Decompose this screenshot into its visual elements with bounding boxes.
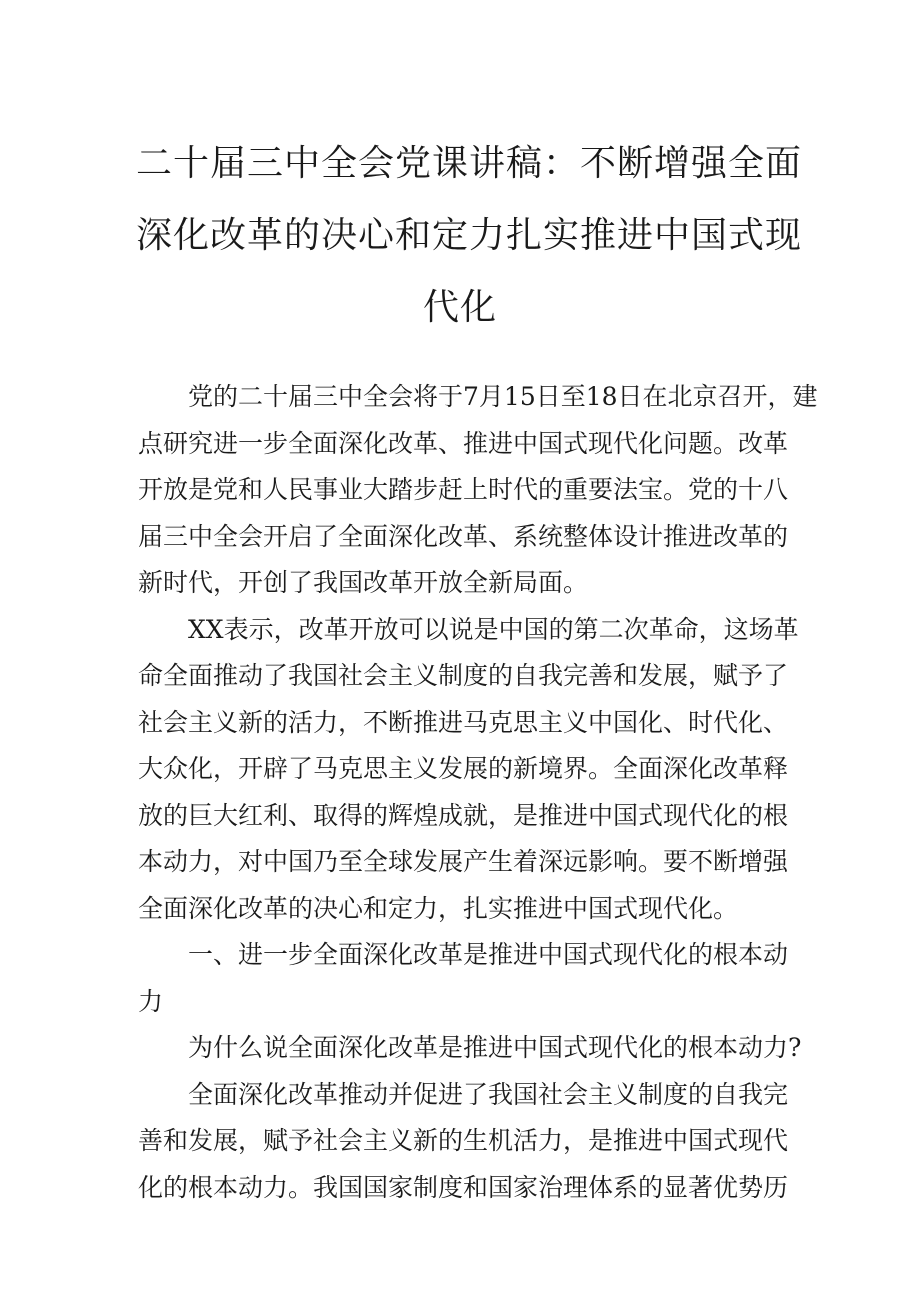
- text-line: 大众化，开辟了马克思主义发展的新境界。全面深化改革释: [138, 754, 789, 783]
- paragraph-xx-statement: [138, 607, 799, 933]
- text-line: 化的根本动力。我国国家制度和国家治理体系的显著优势历: [138, 1172, 789, 1202]
- document-title: [136, 128, 803, 344]
- text-line: 社会主义新的活力，不断推进马克思主义中国化、时代化、: [138, 707, 789, 737]
- text-line: 开放是党和人民事业大踏步赶上时代的重要法宝。党的十八: [138, 475, 789, 504]
- text-line: 命全面推动了我国社会主义制度的自我完善和发展，赋予了: [138, 661, 789, 690]
- text-line: 新时代，开创了我国改革开放全新局面。: [138, 568, 589, 597]
- text-line: XX表示，改革开放可以说是中国的第二次革命，这场革: [188, 614, 799, 644]
- text-line: 本动力，对中国乃至全球发展产生着深远影响。要不断增强: [138, 847, 789, 876]
- paragraph-intro: [138, 374, 818, 607]
- text-line: 届三中全会开启了全面深化改革、系统整体设计推进改革的: [138, 521, 789, 551]
- text-line: 全面深化改革推动并促进了我国社会主义制度的自我完: [188, 1079, 789, 1109]
- heading-line: 一、进一步全面深化改革是推进中国式现代化的根本动: [188, 940, 789, 969]
- text-line: 点研究进一步全面深化改革、推进中国式现代化问题。改革: [138, 428, 789, 458]
- text-line: 善和发展，赋予社会主义新的生机活力，是推进中国式现代: [138, 1126, 789, 1155]
- heading-line: 力: [138, 986, 164, 1016]
- title-line: 深化改革的决心和定力扎实推进中国式现: [136, 215, 803, 256]
- document-body: [138, 374, 818, 1211]
- paragraph-question: [138, 1025, 802, 1072]
- section-heading-1: [138, 932, 789, 1025]
- text-line: 全面深化改革的决心和定力，扎实推进中国式现代化。: [138, 893, 739, 923]
- paragraph-answer: [138, 1072, 789, 1212]
- title-line: 二十届三中全会党课讲稿：不断增强全面: [136, 143, 803, 184]
- text-line: 放的巨大红利、取得的辉煌成就，是推进中国式现代化的根: [138, 800, 789, 830]
- text-line: 为什么说全面深化改革是推进中国式现代化的根本动力?: [188, 1033, 802, 1062]
- text-line: 党的二十届三中全会将于7月15日至18日在北京召开，建: [188, 382, 818, 411]
- title-line: 代化: [422, 287, 497, 328]
